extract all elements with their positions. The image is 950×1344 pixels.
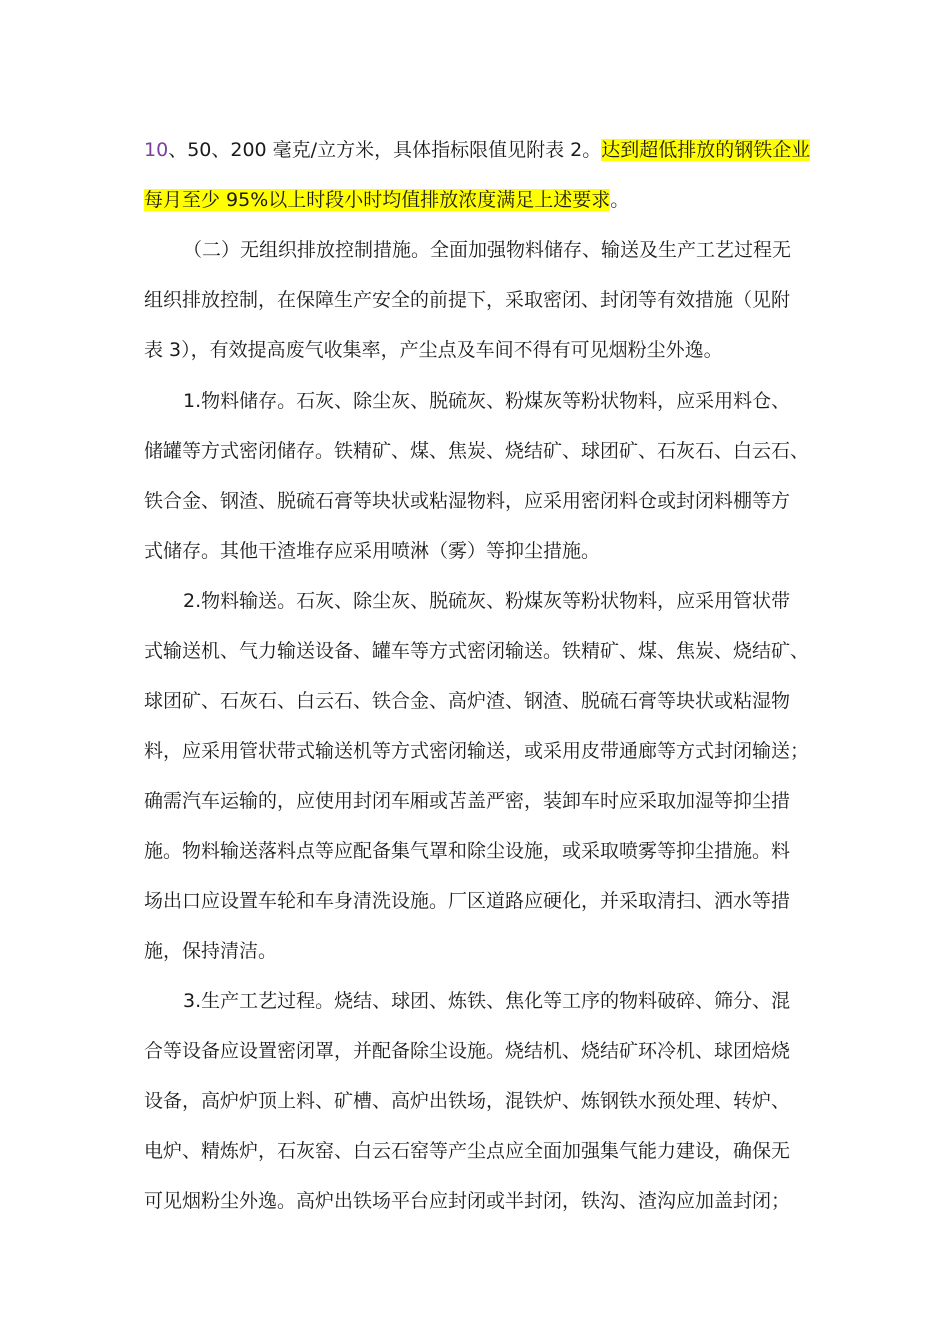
item-transport-line: 式输送机、气力输送设备、罐车等方式密闭输送。铁精矿、煤、焦炭、烧结矿、: [144, 640, 810, 662]
item-process-line: 电炉、精炼炉，石灰窑、白云石窑等产尘点应全面加强集气能力建设，确保无: [144, 1140, 791, 1162]
item-storage-heading-line: 1.物料储存。石灰、除尘灰、脱硫灰、粉煤灰等粉状物料，应采用料仓、: [183, 390, 791, 412]
item-transport-line: 场出口应设置车轮和车身清洗设施。厂区道路应硬化，并采取清扫、洒水等措: [144, 890, 791, 912]
item-transport-line: 施，保持清洁。: [144, 940, 278, 962]
item-process-heading-line: 3.生产工艺过程。烧结、球团、炼铁、焦化等工序的物料破碎、筛分、混: [183, 990, 791, 1012]
item-transport-line: 确需汽车运输的，应使用封闭车厢或苫盖严密，装卸车时应采取加湿等抑尘措: [144, 790, 791, 812]
item-transport-line: 施。物料输送落料点等应配备集气罩和除尘设施，或采取喷雾等抑尘措施。料: [144, 840, 791, 862]
limits-line-1: [144, 138, 824, 162]
item-process-line: 设备，高炉炉顶上料、矿槽、高炉出铁场，混铁炉、炼钢铁水预处理、转炉、: [144, 1090, 791, 1112]
item-process-line: 可见烟粉尘外逸。高炉出铁场平台应封闭或半封闭，铁沟、渣沟应加盖封闭；: [144, 1190, 791, 1212]
item-storage-line: 储罐等方式密闭储存。铁精矿、煤、焦炭、烧结矿、球团矿、石灰石、白云石、: [144, 440, 810, 462]
item-process-line: 合等设备应设置密闭罩，并配备除尘设施。烧结机、烧结矿环冷机、球团焙烧: [144, 1040, 791, 1062]
item-storage-line: 式储存。其他干渣堆存应采用喷淋（雾）等抑尘措施。: [144, 540, 601, 562]
limits-text-end: 。: [610, 189, 630, 211]
limit-value-number: 10: [144, 139, 169, 161]
item-transport-heading-line: 2.物料输送。石灰、除尘灰、脱硫灰、粉煤灰等粉状物料，应采用管状带: [183, 590, 791, 612]
item-transport-line: 料，应采用管状带式输送机等方式密闭输送，或采用皮带通廊等方式封闭输送；: [144, 740, 810, 762]
section-body-line: 组织排放控制，在保障生产安全的前提下，采取密闭、封闭等有效措施（见附: [144, 289, 791, 311]
limits-line-2: [144, 188, 824, 212]
highlighted-text: 每月至少 95%以上时段小时均值排放浓度满足上述要求: [144, 189, 611, 211]
item-storage-line: 铁合金、钢渣、脱硫石膏等块状或粘湿物料，应采用密闭料仓或封闭料棚等方: [144, 490, 791, 512]
item-transport-line: 球团矿、石灰石、白云石、铁合金、高炉渣、钢渣、脱硫石膏等块状或粘湿物: [144, 690, 791, 712]
highlighted-text: 达到超低排放的钢铁企业: [601, 139, 811, 161]
section-heading-line: （二）无组织排放控制措施。全面加强物料储存、输送及生产工艺过程无: [183, 239, 792, 261]
limits-text: 、50、200 毫克/立方米，具体指标限值见附表 2。: [168, 139, 602, 161]
section-body-line: 表 3），有效提高废气收集率，产尘点及车间不得有可见烟粉尘外逸。: [144, 339, 723, 361]
